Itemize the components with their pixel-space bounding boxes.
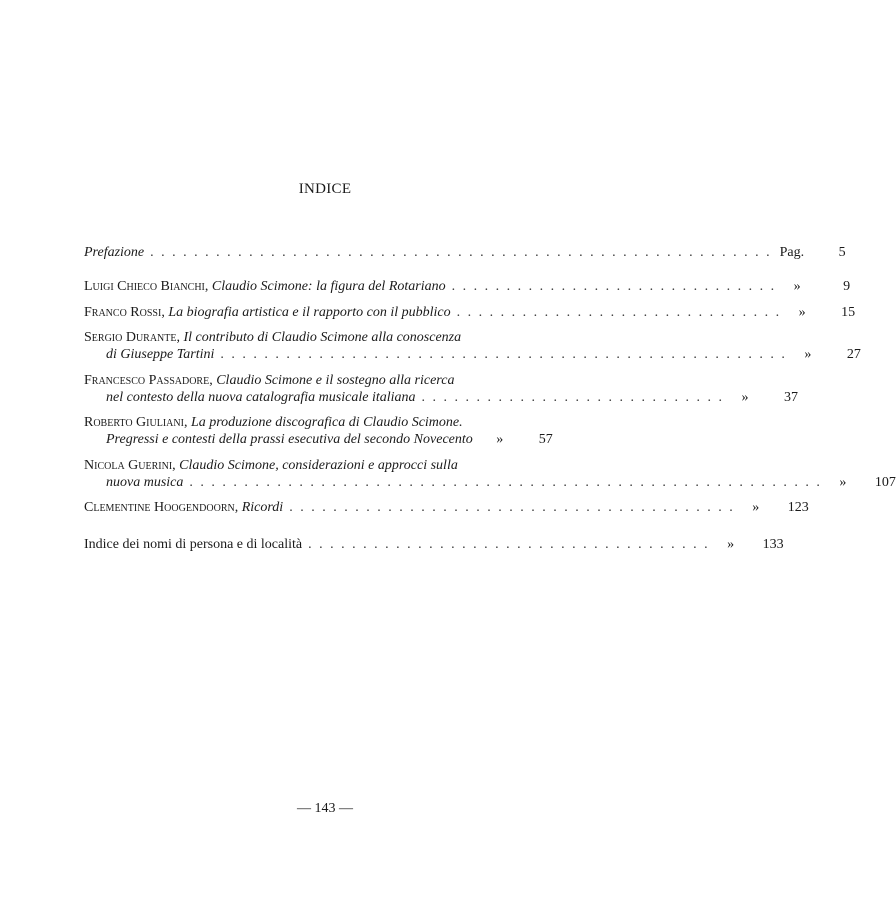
page-number: 5	[838, 245, 846, 260]
toc-entry-rossi[interactable]: Franco Rossi, La biografia artistica e il rapporto con il pubblico . . . . . . . . . . . . . . . . . . . . . . . . . . . . . . » 15	[84, 305, 856, 320]
entry-author: Luigi Chieco Bianchi	[84, 279, 205, 294]
entry-title: Ricordi	[241, 500, 284, 515]
page-number: 57	[538, 432, 553, 447]
dot-leader: . . . . . . . . . . . . . . . . . . . . . . . . . . . . . . . . . . . . . . . . .	[289, 500, 735, 515]
entry-title: Claudio Scimone, considerazioni e approcci sulla	[179, 458, 458, 473]
page-marker: »	[752, 500, 760, 515]
page-marker: »	[839, 475, 847, 490]
toc-entry-giuliani[interactable]: Roberto Giuliani, La produzione discografica di Claudio Scimone. Pregressi e contesti della prassi esecutiva del secondo Novecento » 57	[84, 415, 553, 447]
page-marker: »	[798, 305, 806, 320]
toc-entry-chieco-bianchi[interactable]: Luigi Chieco Bianchi, Claudio Scimone: la figura del Rotariano . . . . . . . . . . . . . . . . . . . . . . . . . . . . . . » 9	[84, 279, 851, 294]
page-marker: »	[741, 390, 749, 405]
page-number: 107	[874, 475, 896, 490]
entry-author: Francesco Passadore	[84, 373, 210, 388]
entry-title-continued: di Giuseppe Tartini	[106, 347, 215, 362]
entry-title-continued: Pregressi e contesti della prassi esecutiva del secondo Novecento	[106, 432, 473, 447]
entry-author: Roberto Giuliani	[84, 415, 184, 430]
page-number: 37	[784, 390, 799, 405]
toc-entry-indice-nomi[interactable]	[84, 536, 784, 553]
page-marker: »	[727, 537, 735, 552]
entry-title: La biografia artistica e il rapporto con il pubblico	[168, 305, 451, 320]
page-marker: »	[804, 347, 812, 362]
dot-leader: . . . . . . . . . . . . . . . . . . . . . . . . . . . .	[421, 390, 725, 405]
folio-page-number: — 143 —	[297, 801, 353, 816]
entry-title: La produzione discografica di Claudio Scimone.	[190, 415, 463, 430]
page-marker: »	[496, 432, 504, 447]
toc-entry-hoogendoorn[interactable]: Clementine Hoogendoorn, Ricordi . . . . . . . . . . . . . . . . . . . . . . . . . . . . . . . . . . . . . . . . . » 123	[84, 500, 809, 515]
page-title: INDICE	[298, 181, 352, 197]
entry-title: Claudio Scimone: la figura del Rotariano	[211, 279, 446, 294]
entry-author: Sergio Durante	[84, 330, 177, 345]
page-number: 15	[841, 305, 856, 320]
dot-leader: . . . . . . . . . . . . . . . . . . . . . . . . . . . . . . . . . . . . . . . . . . . . . . . . . . . .	[220, 347, 787, 362]
entry-title: Il contributo di Claudio Scimone alla conoscenza	[183, 330, 462, 345]
entry-title: Claudio Scimone e il sostegno alla ricerca	[216, 373, 455, 388]
entry-author: Franco Rossi	[84, 305, 162, 320]
toc-entry-durante[interactable]: Sergio Durante, Il contributo di Claudio Scimone alla conoscenza di Giuseppe Tartini . . . . . . . . . . . . . . . . . . . . . . . . . . . . . . . . . . . . . . . . . . . . . . . . . . . . » 27	[84, 330, 861, 362]
page-number: 9	[843, 279, 851, 294]
dot-leader: . . . . . . . . . . . . . . . . . . . . . . . . . . . . . . . . . . . . .	[308, 537, 710, 552]
page-marker: »	[793, 279, 801, 294]
toc-entry-prefazione[interactable]	[84, 244, 846, 261]
entry-author: Clementine Hoogendoorn	[84, 500, 235, 515]
toc-entry-passadore[interactable]: Francesco Passadore, Claudio Scimone e il sostegno alla ricerca nel contesto della nuova catalografia musicale italiana . . . . . . . . . . . . . . . . . . . . . . . . . . . . » 37	[84, 373, 799, 405]
dot-leader: . . . . . . . . . . . . . . . . . . . . . . . . . . . . . .	[451, 279, 777, 294]
page-number: 133	[762, 537, 784, 552]
toc-entry-guerini[interactable]: Nicola Guerini, Claudio Scimone, considerazioni e approcci sulla nuova musica . . . . . . . . . . . . . . . . . . . . . . . . . . . . . . . . . . . . . . . . . . . . . . . . . . . . . . . . . . » 107	[84, 458, 896, 490]
page-marker: Pag.	[779, 245, 805, 260]
entry-author: Nicola Guerini	[84, 458, 173, 473]
entry-title-continued: nuova musica	[106, 475, 184, 490]
entry-title: Indice dei nomi di persona e di località	[84, 537, 303, 552]
entry-title: Prefazione	[84, 245, 145, 260]
dot-leader: . . . . . . . . . . . . . . . . . . . . . . . . . . . . . . . . . . . . . . . . . . . . . . . . . . . . . . . . .	[150, 245, 772, 260]
entry-title-continued: nel contesto della nuova catalografia musicale italiana	[106, 390, 416, 405]
dot-leader: . . . . . . . . . . . . . . . . . . . . . . . . . . . . . . . . . . . . . . . . . . . . . . . . . . . . . . . . . .	[189, 475, 822, 490]
page-number: 27	[846, 347, 861, 362]
page-number: 123	[787, 500, 809, 515]
dot-leader: . . . . . . . . . . . . . . . . . . . . . . . . . . . . . .	[456, 305, 782, 320]
